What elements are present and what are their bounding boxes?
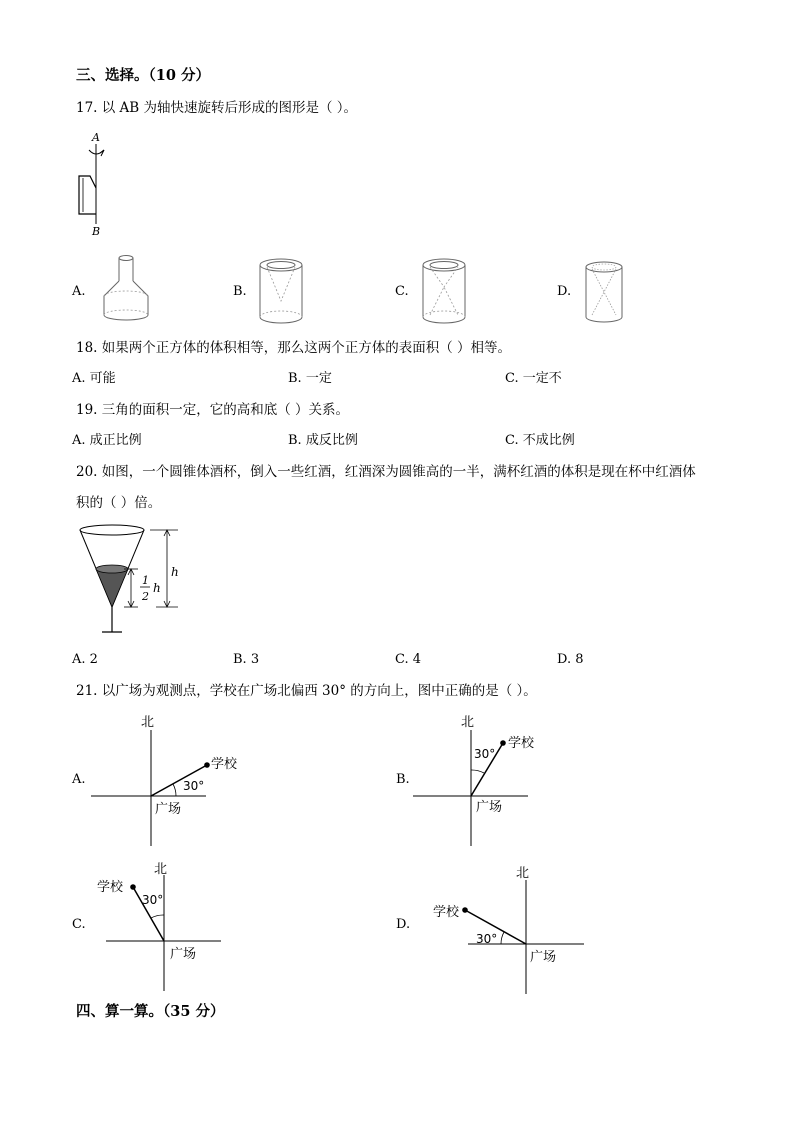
square-label: 广场 — [155, 802, 182, 817]
q20-option-b: B. 3 — [233, 652, 260, 667]
q20-half-h-label: h — [153, 581, 161, 595]
q19-option-b: B. 成反比例 — [288, 433, 358, 448]
q17-option-a-funnel — [98, 250, 154, 326]
school-label: 学校 — [97, 880, 124, 895]
q21-option-b-label: B. — [396, 772, 410, 787]
q19-stem: 19. 三角的面积一定，它的高和底（ ）关系。 — [76, 402, 350, 418]
q19-option-a: A. 成正比例 — [72, 433, 142, 448]
q18-option-b: B. 一定 — [288, 371, 332, 386]
q17-axis-label-b: B — [92, 225, 101, 238]
north-label: 北 — [516, 866, 530, 881]
q17-rotation-figure — [70, 128, 130, 240]
q20-stem-line1: 20. 如图，一个圆锥体酒杯，倒入一些红酒，红酒深为圆锥高的一半，满杯红酒的体积是现在杯中红酒体 — [76, 464, 696, 480]
q20-option-c: C. 4 — [395, 652, 422, 667]
north-label: 北 — [461, 715, 475, 730]
q21-option-d-label: D. — [396, 917, 411, 932]
angle-label: 30° — [183, 779, 205, 793]
q17-axis-label-a: A — [92, 131, 100, 144]
square-label: 广场 — [530, 950, 557, 965]
school-label: 学校 — [433, 905, 460, 920]
q17-option-c-cylinder — [420, 257, 468, 325]
q17-option-b-label: B. — [233, 284, 247, 299]
school-label: 学校 — [508, 736, 535, 751]
north-label: 北 — [141, 715, 155, 730]
q18-option-c: C. 一定不 — [505, 371, 562, 386]
q20-wine-cone-figure — [68, 520, 188, 640]
q20-option-d: D. 8 — [557, 652, 584, 667]
q20-half-denominator: 2 — [142, 590, 149, 603]
q21-option-a-label: A. — [72, 772, 86, 787]
q17-stem: 17. 以 AB 为轴快速旋转后形成的图形是（ ）。 — [76, 100, 358, 116]
q20-full-height-label: h — [171, 565, 179, 579]
q21-option-a-diagram — [88, 710, 248, 850]
q18-option-a: A. 可能 — [72, 371, 116, 386]
school-label: 学校 — [211, 757, 238, 772]
q21-option-d-diagram — [430, 858, 590, 998]
q21-option-b-diagram — [410, 710, 570, 850]
square-label: 广场 — [170, 947, 197, 962]
q21-option-c-label: C. — [72, 917, 86, 932]
q18-stem: 18. 如果两个正方体的体积相等，那么这两个正方体的表面积（ ）相等。 — [76, 340, 512, 356]
north-label: 北 — [154, 862, 168, 877]
q20-stem-line2: 积的（ ）倍。 — [76, 495, 162, 511]
q19-option-c: C. 不成比例 — [505, 433, 575, 448]
q17-option-d-label: D. — [557, 284, 572, 299]
angle-label: 30° — [474, 747, 496, 761]
q17-option-b-cylinder — [257, 257, 305, 325]
angle-label: 30° — [476, 932, 498, 946]
q17-option-a-label: A. — [72, 284, 86, 299]
q21-option-c-diagram — [92, 855, 252, 995]
q20-half-numerator: 1 — [142, 574, 149, 587]
square-label: 广场 — [476, 800, 503, 815]
q20-option-a: A. 2 — [72, 652, 98, 667]
q17-option-d-cylinder — [583, 259, 625, 325]
section-4-title: 四、算一算。（35 分） — [76, 1003, 225, 1020]
section-3-title: 三、选择。（10 分） — [76, 67, 210, 84]
q17-option-c-label: C. — [395, 284, 409, 299]
angle-label: 30° — [142, 893, 164, 907]
q21-stem: 21. 以广场为观测点，学校在广场北偏西 30° 的方向上，图中正确的是（ ）。 — [76, 683, 537, 699]
